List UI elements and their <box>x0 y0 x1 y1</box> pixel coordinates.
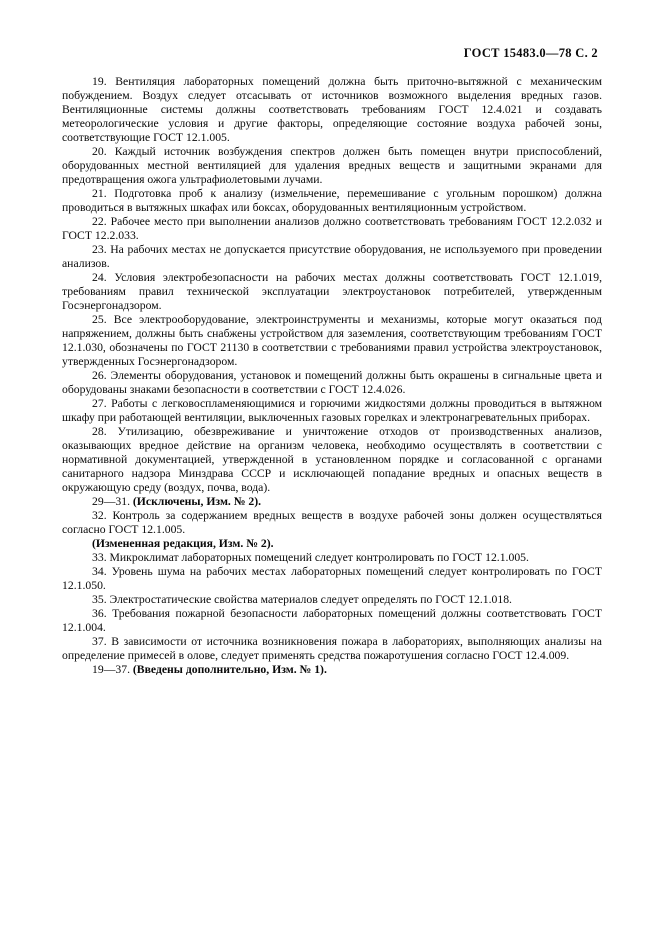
paragraph <box>62 75 602 145</box>
paragraph-segment: 24. Условия электробезопасности на рабочих местах должны соответствовать ГОСТ 12.1.019, требованиям правил технической эксплуатации электроустановок потребителей, утвержденным Госэнергонадзором. <box>62 271 602 312</box>
paragraph <box>62 215 602 243</box>
paragraph-segment-bold: (Введены дополнительно, Изм. № 1). <box>132 663 327 676</box>
paragraph <box>62 145 602 187</box>
paragraph <box>62 313 602 369</box>
paragraph-segment: 33. Микроклимат лабораторных помещений следует контролировать по ГОСТ 12.1.005. <box>92 551 529 564</box>
paragraph <box>62 593 602 607</box>
paragraph <box>62 397 602 425</box>
paragraph-segment: 25. Все электрооборудование, электроинструменты и механизмы, которые могут оказаться под напряжением, должны быть снабжены устройством для заземления, соответствующим требованиям ГОСТ 12.1.030, обозначены по ГОСТ 21130 в соответствии с требованиями правил устройства электроустановок, утвержденных Госэнергонадзором. <box>62 313 602 368</box>
paragraph-segment: 21. Подготовка проб к анализу (измельчение, перемешивание с угольным порошком) должна проводиться в вытяжных шкафах или боксах, оборудованных вентиляционным устройством. <box>62 187 602 214</box>
paragraph-segment: 22. Рабочее место при выполнении анализов должно соответствовать требованиям ГОСТ 12.2.032 и ГОСТ 12.2.033. <box>62 215 602 242</box>
page-header <box>62 46 598 61</box>
paragraph <box>62 537 602 551</box>
paragraph-segment: 34. Уровень шума на рабочих местах лабораторных помещений следует контролировать по ГОСТ 12.1.050. <box>62 565 602 592</box>
paragraph-segment-bold: (Измененная редакция, Изм. № 2). <box>92 537 274 550</box>
paragraph <box>62 607 602 635</box>
paragraph <box>62 495 602 509</box>
paragraph-segment: 32. Контроль за содержанием вредных веществ в воздухе рабочей зоны должен осуществляться согласно ГОСТ 12.1.005. <box>62 509 602 536</box>
paragraph <box>62 663 602 677</box>
paragraph-segment: 19—37. <box>92 663 133 676</box>
document-body <box>62 75 602 677</box>
paragraph-segment: 23. На рабочих местах не допускается присутствие оборудования, не используемого при проведении анализов. <box>62 243 602 270</box>
paragraph-segment: 20. Каждый источник возбуждения спектров должен быть помещен внутри приспособлений, оборудованных местной вентиляцией для удаления вредных веществ и защитными экранами для предотвращения ожога ультрафиолетовыми лучами. <box>62 145 602 186</box>
paragraph <box>62 243 602 271</box>
paragraph <box>62 509 602 537</box>
paragraph <box>62 565 602 593</box>
paragraph-segment: 28. Утилизацию, обезвреживание и уничтожение отходов от производственных анализов, оказывающих вредное действие на организм человека, необходимо осуществлять в соответствии с нормативной документацией, утвержденной в установленном порядке и согласованной с органами санитарного надзора Минздрава СССР и исключающей попадание вредных и опасных веществ в окружающую среду (воздух, почва, вода). <box>62 425 602 494</box>
paragraph-segment: 37. В зависимости от источника возникновения пожара в лабораториях, выполняющих анализы на определение примесей в олове, следует применять средства пожаротушения согласно ГОСТ 12.4.009. <box>62 635 602 662</box>
paragraph <box>62 551 602 565</box>
paragraph <box>62 369 602 397</box>
paragraph-segment-bold: (Исключены, Изм. № 2). <box>132 495 262 508</box>
document-code: ГОСТ 15483.0—78 С. 2 <box>463 46 598 60</box>
paragraph-segment: 27. Работы с легковоспламеняющимися и горючими жидкостями должны проводиться в вытяжном шкафу при работающей вентиляции, выключенных газовых горелках и электронагревательных приборах. <box>62 397 602 424</box>
paragraph-segment: 35. Электростатические свойства материалов следует определять по ГОСТ 12.1.018. <box>92 593 512 606</box>
paragraph-segment: 36. Требования пожарной безопасности лабораторных помещений должны соответствовать ГОСТ 12.1.004. <box>62 607 602 634</box>
paragraph <box>62 187 602 215</box>
paragraph <box>62 425 602 495</box>
paragraph-segment: 19. Вентиляция лабораторных помещений должна быть приточно-вытяжной с механическим побуждением. Воздух следует отсасывать от источников возможного выделения вредных газов. Вентиляционные системы должны соответствовать требованиям ГОСТ 12.4.021 и создавать метеорологические условия и другие факторы, определяющие состояние воздуха рабочей зоны, соответствующие ГОСТ 12.1.005. <box>62 75 602 144</box>
paragraph <box>62 271 602 313</box>
paragraph-segment: 26. Элементы оборудования, установок и помещений должны быть окрашены в сигнальные цвета и оборудованы знаками безопасности в соответствии с ГОСТ 12.4.026. <box>62 369 602 396</box>
paragraph <box>62 635 602 663</box>
paragraph-segment: 29—31. <box>92 495 133 508</box>
